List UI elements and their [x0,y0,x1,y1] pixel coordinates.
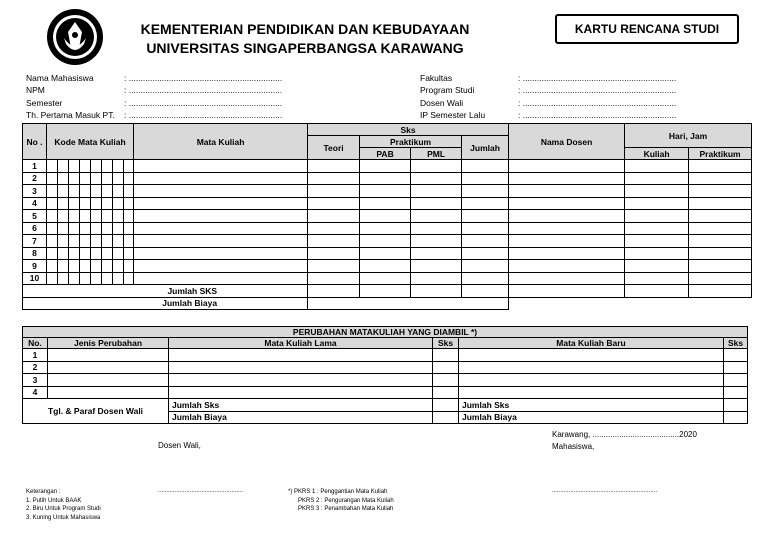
program-studi-field[interactable]: : ................................................................. [518,85,677,96]
row-number: 2 [23,361,48,374]
dosen-cell[interactable] [509,222,625,235]
pkrs-item: PKRS 3 : Penambahan Mata Kuliah [298,506,394,512]
pml-cell[interactable] [411,235,462,248]
col-header-praktikum: Praktikum [360,136,462,148]
new-jumlah-biaya: Jumlah Biaya [459,411,724,424]
jumlah-cell[interactable] [462,160,509,173]
praktikum-time-cell[interactable] [689,222,752,235]
sks-baru-cell[interactable] [724,386,748,399]
jumlah-cell[interactable] [462,272,509,285]
kode-digit-cell[interactable] [124,185,134,198]
baru-cell[interactable] [459,349,724,362]
kode-digit-cell[interactable] [102,247,113,260]
table-row [23,210,752,223]
old-jumlah-sks-value[interactable] [433,399,459,412]
teori-cell[interactable] [308,185,360,198]
row-number: 5 [23,210,47,223]
student-info-left [26,72,316,121]
table-row [23,222,752,235]
jumlah-cell[interactable] [462,210,509,223]
kode-digit-cell[interactable] [47,247,58,260]
teori-cell[interactable] [308,235,360,248]
kode-digit-cell[interactable] [102,172,113,185]
university-logo [46,8,104,66]
kode-digit-cell[interactable] [91,197,102,210]
kode-digit-cell[interactable] [113,235,124,248]
kode-digit-cell[interactable] [58,197,69,210]
kode-digit-cell[interactable] [69,185,80,198]
info-row: Fakultas : ................................................................. [420,72,720,84]
blank-cell [689,285,752,298]
lama-cell[interactable] [169,386,433,399]
kode-digit-cell[interactable] [102,260,113,273]
jumlah-cell[interactable] [462,185,509,198]
table-row [23,247,752,260]
kode-digit-cell[interactable] [91,247,102,260]
kode-digit-cell[interactable] [47,260,58,273]
kode-digit-cell[interactable] [91,210,102,223]
dosen-cell[interactable] [509,272,625,285]
keterangan-title: Keterangan : [26,489,61,495]
kode-digit-cell[interactable] [47,235,58,248]
row-number: 7 [23,235,47,248]
kode-digit-cell[interactable] [91,272,102,285]
teori-cell[interactable] [308,160,360,173]
kode-digit-cell[interactable] [102,210,113,223]
lama-cell[interactable] [169,361,433,374]
row-number: 4 [23,386,48,399]
kode-digit-cell[interactable] [91,235,102,248]
row-number: 8 [23,247,47,260]
dosen-wali-field[interactable]: : ................................................................. [518,97,677,108]
kode-digit-cell[interactable] [80,210,91,223]
kode-digit-cell[interactable] [102,272,113,285]
col-header-pml: PML [411,148,462,160]
col-header-harijam: Hari, Jam [625,124,752,148]
jumlah-biaya-value[interactable] [308,297,509,310]
matkul-cell[interactable] [134,197,308,210]
dosen-cell[interactable] [509,172,625,185]
kode-digit-cell[interactable] [69,247,80,260]
kode-digit-cell[interactable] [58,160,69,173]
dosen-cell[interactable] [509,210,625,223]
chg-col-sks2: Sks [724,338,748,349]
kode-digit-cell[interactable] [113,185,124,198]
kuliah-time-cell[interactable] [625,197,689,210]
matkul-cell[interactable] [134,260,308,273]
teori-cell[interactable] [308,222,360,235]
kode-digit-cell[interactable] [80,222,91,235]
sum-teori[interactable] [308,285,360,298]
jumlah-sks-label: Jumlah SKS [23,285,308,298]
kode-digit-cell[interactable] [58,210,69,223]
university-heading: UNIVERSITAS SINGAPERBANGSA KARAWANG [146,40,464,56]
row-number: 10 [23,272,47,285]
jumlah-cell[interactable] [462,247,509,260]
table-row [23,235,752,248]
info-row: Dosen Wali : ................................................................. [420,97,720,109]
sks-lama-cell[interactable] [433,361,459,374]
change-row [23,349,748,362]
praktikum-time-cell[interactable] [689,172,752,185]
matkul-cell[interactable] [134,272,308,285]
chg-col-baru: Mata Kuliah Baru [459,338,724,349]
kode-digit-cell[interactable] [91,160,102,173]
jumlah-biaya-label: Jumlah Biaya [23,297,308,310]
matkul-cell[interactable] [134,172,308,185]
kuliah-time-cell[interactable] [625,185,689,198]
sum-pml[interactable] [411,285,462,298]
row-number: 9 [23,260,47,273]
pml-cell[interactable] [411,260,462,273]
praktikum-time-cell[interactable] [689,235,752,248]
kode-digit-cell[interactable] [47,222,58,235]
teori-cell[interactable] [308,247,360,260]
kode-digit-cell[interactable] [80,260,91,273]
pml-cell[interactable] [411,172,462,185]
info-row: NPM : ................................................................. [26,84,316,96]
pab-cell[interactable] [360,222,411,235]
kode-digit-cell[interactable] [80,160,91,173]
table-row [23,172,752,185]
baru-cell[interactable] [459,386,724,399]
kuliah-time-cell[interactable] [625,210,689,223]
col-header-kode: Kode Mata Kuliah [47,124,134,160]
signature-mahasiswa: Mahasiswa, [552,442,595,451]
new-jumlah-biaya-value[interactable] [724,411,748,424]
lama-cell[interactable] [169,349,433,362]
teori-cell[interactable] [308,172,360,185]
lama-cell[interactable] [169,374,433,387]
pab-cell[interactable] [360,272,411,285]
change-row [23,386,748,399]
teori-cell[interactable] [308,210,360,223]
course-table [22,123,752,310]
baru-cell[interactable] [459,361,724,374]
chg-col-lama: Mata Kuliah Lama [169,338,433,349]
kode-digit-cell[interactable] [80,272,91,285]
sum-jumlah[interactable] [462,285,509,298]
kode-digit-cell[interactable] [47,197,58,210]
row-number: 4 [23,197,47,210]
keterangan [26,488,101,522]
col-header-no: No . [23,124,47,160]
signature-dosen-wali: Dosen Wali, [158,441,201,450]
col-header-jumlah: Jumlah [462,136,509,160]
table-row [23,160,752,173]
teori-cell[interactable] [308,260,360,273]
kode-digit-cell[interactable] [113,247,124,260]
new-jumlah-sks: Jumlah Sks [459,399,724,412]
kode-digit-cell[interactable] [124,160,134,173]
jenis-cell[interactable] [48,374,169,387]
jenis-cell[interactable] [48,349,169,362]
pkrs-item: PKRS 2 : Pengurangan Mata Kuliah [298,497,394,504]
pml-cell[interactable] [411,272,462,285]
dosen-cell[interactable] [509,160,625,173]
kode-digit-cell[interactable] [124,172,134,185]
kode-digit-cell[interactable] [124,272,134,285]
kuliah-time-cell[interactable] [625,260,689,273]
kode-digit-cell[interactable] [113,172,124,185]
col-header-pab: PAB [360,148,411,160]
jumlah-cell[interactable] [462,172,509,185]
kode-digit-cell[interactable] [80,172,91,185]
kuliah-time-cell[interactable] [625,247,689,260]
row-number: 3 [23,185,47,198]
col-header-kuliah: Kuliah [625,148,689,160]
table-row [23,197,752,210]
pml-cell[interactable] [411,247,462,260]
pkrs-notes [288,488,394,514]
pml-cell[interactable] [411,210,462,223]
praktikum-time-cell[interactable] [689,185,752,198]
kode-digit-cell[interactable] [69,197,80,210]
pml-cell[interactable] [411,185,462,198]
blank-cell [625,285,689,298]
pab-cell[interactable] [360,185,411,198]
kode-digit-cell[interactable] [91,260,102,273]
change-row [23,374,748,387]
change-table-title: PERUBAHAN MATAKULIAH YANG DIAMBIL *) [23,327,748,338]
info-row: Program Studi : ................................................................. [420,84,720,96]
praktikum-time-cell[interactable] [689,210,752,223]
sks-lama-cell[interactable] [433,386,459,399]
kode-digit-cell[interactable] [58,272,69,285]
pab-cell[interactable] [360,247,411,260]
old-jumlah-biaya-value[interactable] [433,411,459,424]
kode-digit-cell[interactable] [102,160,113,173]
kode-digit-cell[interactable] [58,260,69,273]
kode-digit-cell[interactable] [69,272,80,285]
matkul-cell[interactable] [134,160,308,173]
dosen-cell[interactable] [509,197,625,210]
student-info-right [420,72,720,121]
info-row: Semester : ................................................................. [26,97,316,109]
praktikum-time-cell[interactable] [689,160,752,173]
col-header-matkul: Mata Kuliah [134,124,308,160]
old-jumlah-biaya: Jumlah Biaya [169,411,433,424]
kode-digit-cell[interactable] [124,235,134,248]
col-header-teori: Teori [308,136,360,160]
dosen-cell[interactable] [509,235,625,248]
signature-date: Karawang, .......................................2020 [552,430,697,439]
jumlah-cell[interactable] [462,260,509,273]
kode-digit-cell[interactable] [80,185,91,198]
kode-digit-cell[interactable] [91,172,102,185]
kode-digit-cell[interactable] [91,185,102,198]
kode-digit-cell[interactable] [69,222,80,235]
col-header-dosen: Nama Dosen [509,124,625,160]
teori-cell[interactable] [308,272,360,285]
signature-line-mahasiswa: ............................................................... [552,488,658,494]
kode-digit-cell[interactable] [113,197,124,210]
pml-cell[interactable] [411,197,462,210]
chg-col-sks1: Sks [433,338,459,349]
krs-title-box: KARTU RENCANA STUDI [555,14,739,44]
praktikum-time-cell[interactable] [689,197,752,210]
dosen-cell[interactable] [509,247,625,260]
sks-lama-cell[interactable] [433,349,459,362]
npm-field[interactable]: : ................................................................. [124,85,283,96]
kode-digit-cell[interactable] [58,235,69,248]
sks-baru-cell[interactable] [724,361,748,374]
fakultas-field[interactable]: : ................................................................. [518,73,677,83]
jumlah-cell[interactable] [462,222,509,235]
praktikum-time-cell[interactable] [689,247,752,260]
pab-cell[interactable] [360,235,411,248]
pab-cell[interactable] [360,210,411,223]
kode-digit-cell[interactable] [80,247,91,260]
jumlah-sks-row [23,285,752,298]
change-row [23,361,748,374]
table-row [23,260,752,273]
kode-digit-cell[interactable] [102,185,113,198]
pab-cell[interactable] [360,160,411,173]
kode-digit-cell[interactable] [102,222,113,235]
kode-digit-cell[interactable] [124,210,134,223]
kode-digit-cell[interactable] [113,222,124,235]
kode-digit-cell[interactable] [80,197,91,210]
kuliah-time-cell[interactable] [625,160,689,173]
kode-digit-cell[interactable] [124,197,134,210]
jumlah-biaya-row [23,297,752,310]
pab-cell[interactable] [360,260,411,273]
nama-mahasiswa-field[interactable]: : ................................................................. [124,73,283,83]
jumlah-cell[interactable] [462,235,509,248]
kode-digit-cell[interactable] [102,197,113,210]
baru-cell[interactable] [459,374,724,387]
kode-digit-cell[interactable] [47,185,58,198]
kode-digit-cell[interactable] [69,235,80,248]
pml-cell[interactable] [411,160,462,173]
sks-baru-cell[interactable] [724,374,748,387]
table-row [23,185,752,198]
kuliah-time-cell[interactable] [625,235,689,248]
kode-digit-cell[interactable] [69,210,80,223]
kode-digit-cell[interactable] [80,235,91,248]
kode-digit-cell[interactable] [58,172,69,185]
col-header-sks: Sks [308,124,509,136]
kode-digit-cell[interactable] [91,222,102,235]
kode-digit-cell[interactable] [113,260,124,273]
keterangan-item: 3. Kuning Untuk Mahasiswa [26,514,101,521]
kode-digit-cell[interactable] [47,210,58,223]
keterangan-item: 1. Putih Untuk BAAK [26,497,82,504]
semester-field[interactable]: : ................................................................. [124,97,283,108]
kode-digit-cell[interactable] [113,160,124,173]
praktikum-time-cell[interactable] [689,272,752,285]
kode-digit-cell[interactable] [113,210,124,223]
chg-col-no: No. [23,338,48,349]
sks-baru-cell[interactable] [724,349,748,362]
ip-semester-field[interactable]: : ................................................................. [518,109,677,120]
jenis-cell[interactable] [48,386,169,399]
kode-digit-cell[interactable] [124,222,134,235]
row-number: 2 [23,172,47,185]
old-jumlah-sks: Jumlah Sks [169,399,433,412]
row-number: 3 [23,374,48,387]
blank-cell [509,297,752,310]
page-title [120,20,490,58]
sum-pab[interactable] [360,285,411,298]
table-row [23,272,752,285]
jenis-cell[interactable] [48,361,169,374]
signature-line-dosen: ................................................... [158,488,244,494]
jumlah-cell[interactable] [462,197,509,210]
chg-col-jenis: Jenis Perubahan [48,338,169,349]
kode-digit-cell[interactable] [69,172,80,185]
change-table [22,326,748,424]
paraf-label: Tgl. & Paraf Dosen Wali [47,406,144,416]
info-row: Th. Pertama Masuk PT. : ................................................................. [26,109,316,121]
matkul-cell[interactable] [134,185,308,198]
matkul-cell[interactable] [134,235,308,248]
new-jumlah-sks-value[interactable] [724,399,748,412]
pab-cell[interactable] [360,172,411,185]
kode-digit-cell[interactable] [124,260,134,273]
keterangan-item: 2. Biru Untuk Program Studi [26,506,101,512]
kode-digit-cell[interactable] [47,172,58,185]
matkul-cell[interactable] [134,247,308,260]
row-number: 1 [23,160,47,173]
kuliah-time-cell[interactable] [625,172,689,185]
paraf-dosen-cell[interactable] [23,399,169,424]
kode-digit-cell[interactable] [69,260,80,273]
matkul-cell[interactable] [134,222,308,235]
info-row: Nama Mahasiswa : ................................................................. [26,72,316,84]
pml-cell[interactable] [411,222,462,235]
pkrs-item: *) PKRS 1 : Penggantian Mata Kuliah [288,489,388,495]
dosen-cell[interactable] [509,260,625,273]
row-number: 6 [23,222,47,235]
ministry-heading: KEMENTERIAN PENDIDIKAN DAN KEBUDAYAAN [140,21,470,37]
kode-digit-cell[interactable] [58,247,69,260]
kode-digit-cell[interactable] [47,272,58,285]
blank-cell [509,285,625,298]
kode-digit-cell[interactable] [47,160,58,173]
kode-digit-cell[interactable] [124,247,134,260]
kode-digit-cell[interactable] [58,185,69,198]
row-number: 1 [23,349,48,362]
teori-cell[interactable] [308,197,360,210]
tahun-masuk-field[interactable]: : ................................................................. [124,109,283,120]
matkul-cell[interactable] [134,210,308,223]
pab-cell[interactable] [360,197,411,210]
kode-digit-cell[interactable] [69,160,80,173]
col-header-praktikum-time: Praktikum [689,148,752,160]
kode-digit-cell[interactable] [113,272,124,285]
info-row: IP Semester Lalu : ................................................................. [420,109,720,121]
kode-digit-cell[interactable] [102,235,113,248]
kode-digit-cell[interactable] [58,222,69,235]
dosen-cell[interactable] [509,185,625,198]
praktikum-time-cell[interactable] [689,260,752,273]
kuliah-time-cell[interactable] [625,272,689,285]
sks-lama-cell[interactable] [433,374,459,387]
kuliah-time-cell[interactable] [625,222,689,235]
